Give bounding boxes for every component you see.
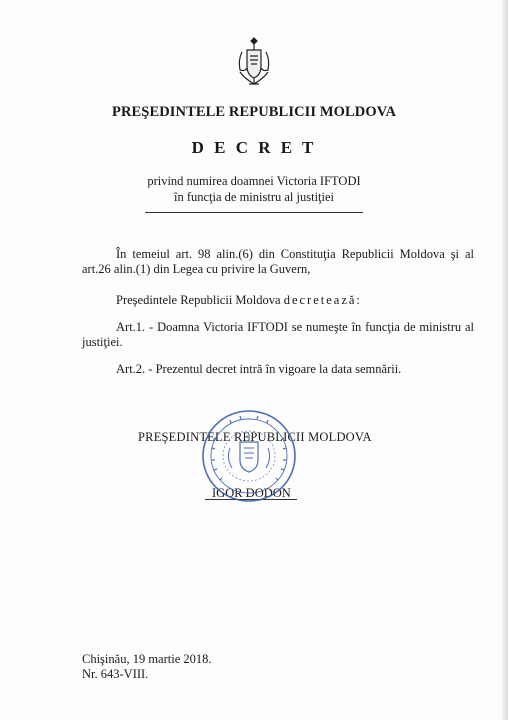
institution-heading: PREŞEDINTELE REPUBLICII MOLDOVA [111, 104, 397, 120]
coat-of-arms-icon [234, 34, 274, 90]
place-and-date: Chişinău, 19 martie 2018. [82, 652, 212, 666]
decree-number: Nr. 643-VIII. [82, 667, 149, 681]
decree-formula-verb: decretează: [283, 293, 362, 307]
subject-line-2: în funcţia de ministru al justiţiei [173, 190, 335, 204]
decree-formula-prefix: Preşedintele Republicii Moldova [116, 293, 284, 307]
article-2-paragraph: Art.2. - Prezentul decret intră în vigoare la data semnării. [116, 362, 402, 376]
document-title: D E C R E T [191, 138, 317, 157]
subject-line-1: privind numirea doamnei Victoria IFTODI [147, 174, 361, 188]
legal-basis-paragraph: În temeiul art. 98 alin.(6) din Constituţia Republicii Moldova şi al art.26 alin.(1) din Legea cu privire la Guvern, [82, 247, 474, 276]
article-1-paragraph: Art.1. - Doamna Victoria IFTODI se numeşte în funcţia de ministru al justiţiei. [82, 320, 474, 349]
decree-formula-paragraph [82, 293, 474, 308]
official-seal-icon [200, 408, 298, 504]
signature-name: IGOR DODON [212, 486, 291, 500]
subject-underline [145, 212, 363, 213]
signature-institution: PREŞEDINTELE REPUBLICII MOLDOVA [138, 430, 372, 444]
